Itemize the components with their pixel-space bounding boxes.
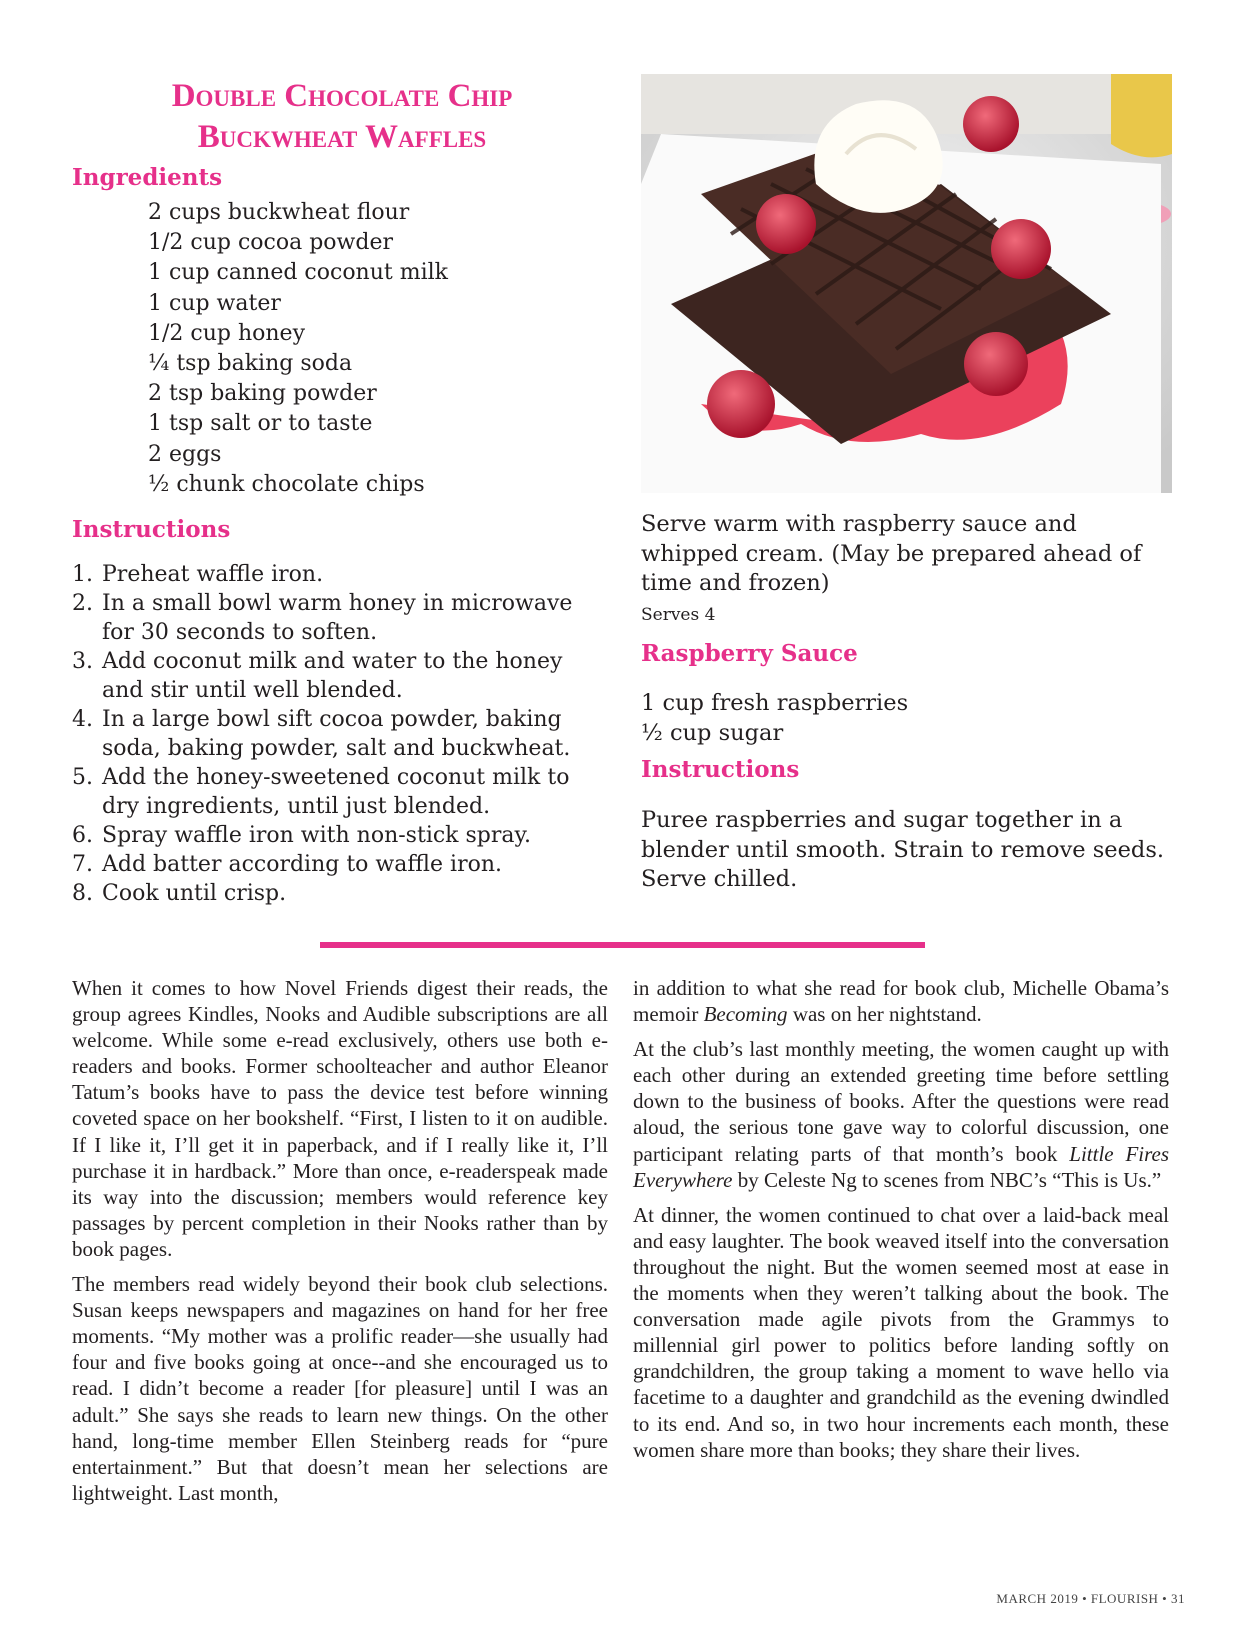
paragraph-text: The members read widely beyond their book club selections. Susan keeps newspapers and magazines on hand for her free moments. “My mother was a prolific reader—she usually had four and five books going at once--and she encouraged us to read. I didn’t become a reader [for pleasure] until I was an adult.” She says she reads to learn new things. On the other hand, long-time member Ellen Steinberg reads for “pure entertainment.” But that doesn’t mean her selections are lightweight. Last month, (72, 1272, 608, 1505)
instruction-step (72, 589, 592, 647)
sauce-ingredients-list (641, 689, 908, 748)
sauce-instructions (641, 806, 1181, 895)
sauce-instructions-heading: Instructions (641, 756, 800, 783)
instruction-step (72, 850, 592, 879)
article-paragraph (72, 1271, 608, 1506)
ingredient-item: 1 cup canned coconut milk (148, 260, 448, 286)
serves-count: Serves 4 (641, 605, 716, 625)
ingredient-item: 2 eggs (148, 441, 222, 467)
ingredient-item: ½ chunk chocolate chips (148, 471, 425, 497)
article-paragraph (633, 1036, 1169, 1193)
page-footer: MARCH 2019 • FLOURISH • 31 (996, 1591, 1185, 1606)
ingredients-list (148, 198, 448, 500)
instructions-list (72, 560, 592, 908)
paragraph-text: At the club’s last monthly meeting, the women caught up with each other during an extended greeting time before settling down to the business of books. After the questions were read aloud, the serious tone gave way to colorful discussion, one participant relating parts of that month’s book (633, 1037, 1169, 1166)
instruction-step (72, 763, 592, 821)
step-number: 4. (72, 707, 93, 732)
ingredient-item: 1 tsp salt or to taste (148, 411, 373, 437)
article-paragraph (633, 975, 1169, 1027)
book-title: Becoming (703, 1002, 788, 1027)
recipe-title-line-2: Buckwheat Waffles (197, 119, 487, 155)
paragraph-text: was on her nightstand. (787, 1002, 982, 1027)
paragraph-text: At dinner, the women continued to chat over a laid-back meal and easy laughter. The book weaved itself into the conversation throughout the night. But the women seemed most at ease in the moments when they weren’t talking about the book. The conversation made agile pivots from the Grammys to millennial girl power to politics before landing softly on grandchildren, the group taking a moment to wave hello via facetime to a daughter and grandchild as the evening dwindled to its end. And so, in two hour increments each month, these women share more than books; they share their lives. (633, 1202, 1169, 1462)
instruction-step (72, 705, 592, 763)
ingredient-item: 1/2 cup honey (148, 320, 305, 346)
paragraph-text: in addition to what she read for book club, Michelle Obama’s memoir (633, 976, 1169, 1027)
step-number: 5. (72, 765, 93, 790)
ingredient-item: 2 cups buckwheat flour (148, 200, 410, 225)
paragraph-text: When it comes to how Novel Friends digest their reads, the group agrees Kindles, Nooks and Audible subscriptions are all welcome. While some e-read exclusively, others use both e-readers and books. Former schoolteacher and author Eleanor Tatum’s books have to pass the device test before winning coveted space on her bookshelf. “First, I listen to it on audible. If I like it, I’ll get it in paperback, and if I really like it, I’ll purchase it in hardback.” More than once, e-readerspeak made its way into the discussion; members would reference key passages by percent completion in their Nooks rather than by book pages. (72, 976, 608, 1261)
book-title: Little Fires Everywhere (633, 1141, 1169, 1192)
step-text: Cook until crisp. (102, 881, 287, 906)
instructions-heading: Instructions (72, 516, 231, 543)
sauce-instruction-text: Serve chilled. (641, 866, 798, 892)
serve-text: Serve warm with raspberry sauce and whipped cream. (May be prepared ahead of time and frozen) (641, 511, 1142, 596)
step-text: In a large bowl sift cocoa powder, baking soda, baking powder, salt and buckwheat. (102, 707, 571, 761)
ingredient-item: 2 tsp baking powder (148, 381, 377, 407)
article-column-right (633, 975, 1169, 1472)
step-number: 1. (72, 562, 93, 587)
step-number: 7. (72, 852, 93, 877)
waffles-photo-illustration (641, 74, 1172, 493)
section-divider (320, 942, 925, 948)
sauce-ingredient-item: ½ cup sugar (641, 719, 784, 746)
step-number: 2. (72, 591, 93, 616)
recipe-title (72, 76, 612, 158)
step-number: 3. (72, 649, 93, 674)
step-number: 6. (72, 823, 93, 848)
ingredient-item: ¼ tsp baking soda (148, 351, 353, 377)
article-column-left (72, 975, 608, 1515)
ingredient-item: 1/2 cup cocoa powder (148, 230, 393, 256)
step-text: In a small bowl warm honey in microwave for 30 seconds to soften. (102, 591, 573, 645)
sauce-instruction-text: Puree raspberries and sugar together in a blender until smooth. Strain to remove seeds. (641, 807, 1165, 863)
instruction-step (72, 647, 592, 705)
ingredients-heading: Ingredients (72, 164, 223, 191)
article-paragraph (633, 1202, 1169, 1463)
sauce-ingredient-item: 1 cup fresh raspberries (641, 690, 909, 716)
recipe-title-line-1: Double Chocolate Chip (171, 78, 513, 114)
raspberry-sauce-heading: Raspberry Sauce (641, 640, 858, 667)
step-text: Add the honey-sweetened coconut milk to dry ingredients, until just blended. (102, 765, 570, 819)
step-number: 8. (72, 881, 93, 906)
ingredient-item: 1 cup water (148, 290, 281, 316)
step-text: Add batter according to waffle iron. (102, 852, 503, 877)
instruction-step (72, 879, 592, 908)
instruction-step (72, 560, 592, 589)
article-paragraph (72, 975, 608, 1262)
paragraph-text: by Celeste Ng to scenes from NBC’s “This is Us.” (732, 1167, 1162, 1192)
step-text: Spray waffle iron with non-stick spray. (102, 823, 531, 848)
waffles-photo (641, 74, 1172, 493)
step-text: Preheat waffle iron. (102, 562, 324, 587)
step-text: Add coconut milk and water to the honey and stir until well blended. (102, 649, 563, 703)
instruction-step (72, 821, 592, 850)
